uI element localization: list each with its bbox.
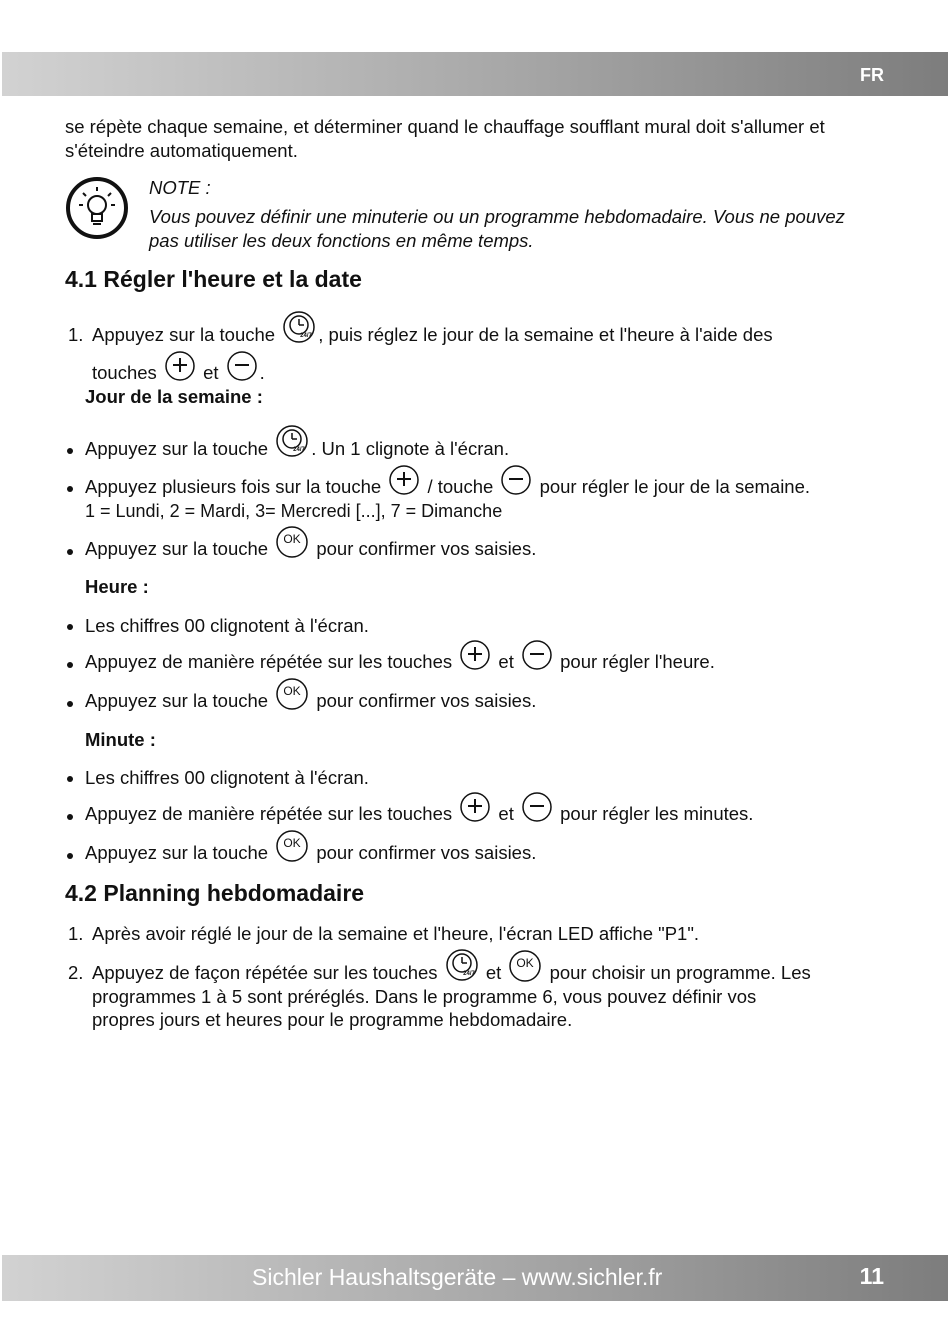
footer-bar bbox=[2, 1255, 948, 1301]
day-mapping: 1 = Lundi, 2 = Mardi, 3= Mercredi [...], 7 = Dimanche bbox=[85, 501, 503, 521]
lightbulb-icon bbox=[64, 175, 130, 241]
page-number: 11 bbox=[859, 1263, 884, 1289]
svg-text:OK: OK bbox=[283, 532, 301, 546]
day-bullet-1: Appuyez sur la touche 24/7 . Un 1 clignote à l'écran. bbox=[85, 424, 509, 460]
section-title-4-2: 4.2 Planning hebdomadaire bbox=[65, 880, 365, 906]
plus-button-icon bbox=[388, 464, 420, 496]
note-text: Vous pouvez définir une minuterie ou un programme hebdomadaire. Vous ne pouvez pas utiliser les deux fonctions en même temps. bbox=[149, 206, 845, 251]
ok-button-icon bbox=[275, 830, 309, 862]
minus-button-icon bbox=[521, 639, 553, 671]
svg-text:OK: OK bbox=[283, 836, 301, 850]
clock-button-icon bbox=[445, 948, 479, 982]
step-1-line-2: touches et . bbox=[92, 350, 265, 384]
planning-step-2-line-1: Appuyez de façon répétée sur les touches 24/7 et OK pour choisir un programme. Les bbox=[92, 948, 811, 984]
bullet bbox=[67, 853, 73, 859]
planning-step-2-line-2: programmes 1 à 5 sont préréglés. Dans le programme 6, vous pouvez définir vos bbox=[92, 986, 757, 1007]
minus-button-icon bbox=[521, 791, 553, 823]
hour-bullet-1: Les chiffres 00 clignotent à l'écran. bbox=[85, 615, 369, 636]
minus-button-icon bbox=[226, 350, 258, 382]
plus-button-icon bbox=[459, 639, 491, 671]
minute-bullet-3: Appuyez sur la touche OK pour confirmer vos saisies. bbox=[85, 830, 536, 864]
bullet bbox=[67, 486, 73, 492]
hour-bullet-3: Appuyez sur la touche OK pour confirmer vos saisies. bbox=[85, 678, 536, 712]
ok-button-icon bbox=[508, 950, 542, 982]
bullet bbox=[67, 776, 73, 782]
bullet bbox=[67, 448, 73, 454]
bullet bbox=[67, 549, 73, 555]
day-bullet-3: Appuyez sur la touche OK pour confirmer vos saisies. bbox=[85, 526, 536, 560]
planning-step-2-line-3: propres jours et heures pour le programme hebdomadaire. bbox=[92, 1009, 573, 1030]
svg-text:24/7: 24/7 bbox=[462, 971, 475, 977]
subheading-hour: Heure : bbox=[85, 576, 149, 597]
day-bullet-2: Appuyez plusieurs fois sur la touche / touche pour régler le jour de la semaine. bbox=[85, 464, 810, 498]
step-number: 1. bbox=[68, 324, 84, 345]
note-label: NOTE : bbox=[149, 177, 211, 198]
intro-text: se répète chaque semaine, et déterminer quand le chauffage soufflant mural doit s'allumer et s'éteindre automatiquement. bbox=[65, 116, 825, 161]
plus-button-icon bbox=[164, 350, 196, 382]
step-number: 1. bbox=[68, 923, 84, 944]
footer-text: Sichler Haushaltsgeräte – www.sichler.fr bbox=[252, 1264, 663, 1290]
bullet bbox=[67, 701, 73, 707]
subheading-day: Jour de la semaine : bbox=[85, 386, 263, 407]
svg-text:24/7: 24/7 bbox=[300, 333, 313, 339]
ok-button-icon bbox=[275, 678, 309, 710]
svg-text:OK: OK bbox=[283, 684, 301, 698]
svg-text:OK: OK bbox=[516, 956, 535, 970]
subheading-minute: Minute : bbox=[85, 729, 156, 750]
bullet bbox=[67, 662, 73, 668]
bullet bbox=[67, 814, 73, 820]
step-number: 2. bbox=[68, 962, 84, 983]
clock-button-icon bbox=[275, 424, 309, 458]
bullet bbox=[67, 624, 73, 630]
step-1-line-1: Appuyez sur la touche 24/7 , puis réglez le jour de la semaine et l'heure à l'aide des bbox=[92, 310, 773, 346]
planning-step-1: Après avoir réglé le jour de la semaine et l'heure, l'écran LED affiche "P1". bbox=[92, 923, 700, 944]
plus-button-icon bbox=[459, 791, 491, 823]
clock-button-icon bbox=[282, 310, 316, 344]
minus-button-icon bbox=[500, 464, 532, 496]
header-bar bbox=[2, 52, 948, 96]
ok-button-icon bbox=[275, 526, 309, 558]
svg-text:24/7: 24/7 bbox=[293, 447, 306, 453]
minute-bullet-2: Appuyez de manière répétée sur les touches et pour régler les minutes. bbox=[85, 791, 753, 825]
section-title-4-1: 4.1 Régler l'heure et la date bbox=[65, 266, 362, 292]
hour-bullet-2: Appuyez de manière répétée sur les touches et pour régler l'heure. bbox=[85, 639, 715, 673]
minute-bullet-1: Les chiffres 00 clignotent à l'écran. bbox=[85, 767, 369, 788]
language-label: FR bbox=[860, 65, 884, 85]
